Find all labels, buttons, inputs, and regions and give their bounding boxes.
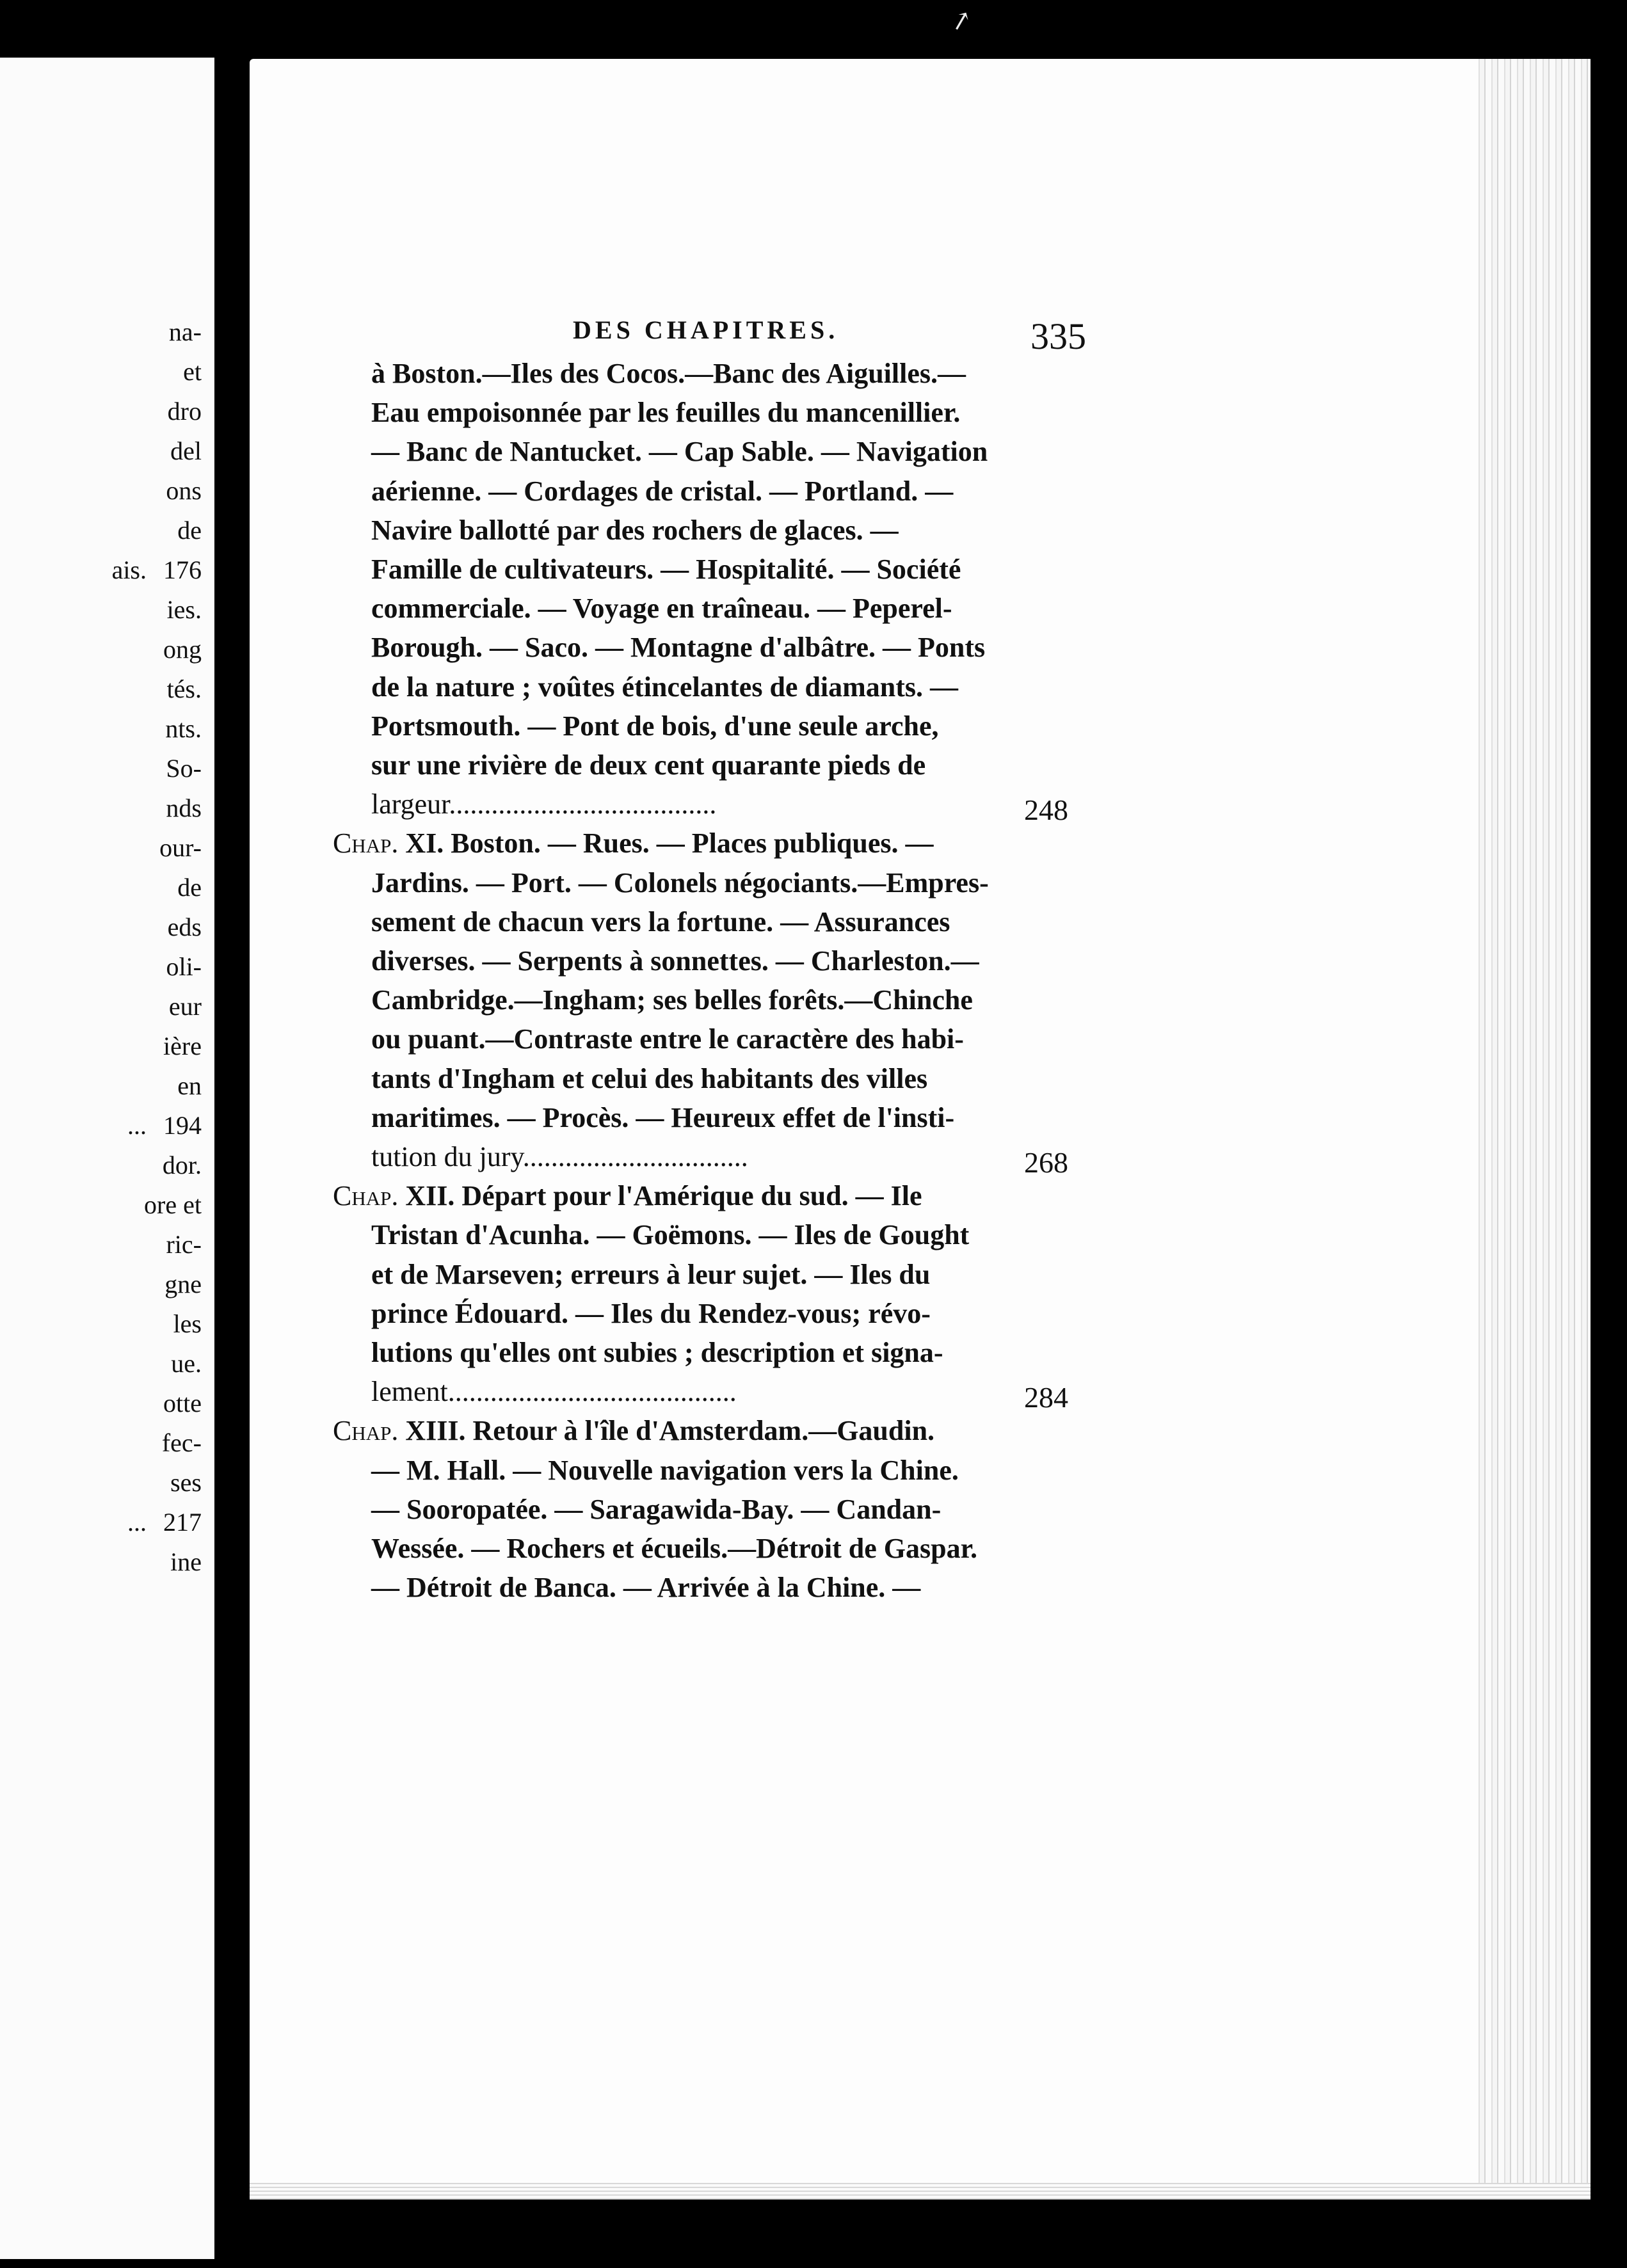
facing-page-text: gne	[164, 1270, 202, 1298]
facing-page-text: our-	[159, 833, 202, 862]
toc-line: largeur......................................	[371, 788, 717, 820]
facing-page-text: oli-	[166, 952, 202, 981]
facing-page-number: 217	[163, 1508, 202, 1537]
facing-page-line	[159, 833, 202, 863]
facing-page-line	[168, 396, 202, 426]
toc-page-number: 284	[1024, 1381, 1068, 1414]
facing-page-line	[168, 912, 202, 942]
facing-page-line	[167, 595, 202, 625]
facing-page-text: ...	[127, 1508, 147, 1537]
facing-page-line	[171, 1348, 202, 1378]
facing-page-text: del	[170, 436, 202, 465]
toc-line: Navire ballotté par des rochers de glaces. —	[371, 514, 899, 546]
facing-page-text: les	[173, 1309, 202, 1338]
toc-line: Wessée. — Rochers et écueils.—Détroit de Gaspar.	[371, 1533, 978, 1564]
facing-page-text: ric-	[166, 1230, 202, 1259]
facing-page-line	[166, 952, 202, 982]
facing-page-line	[169, 991, 202, 1021]
facing-page-text: nds	[166, 794, 202, 822]
toc-line: Tristan d'Acunha. — Goëmons. — Iles de Gought	[371, 1219, 970, 1251]
toc-line: ou puant.—Contraste entre le caractère des habi-	[371, 1023, 964, 1055]
facing-page-line	[166, 1229, 202, 1259]
facing-page-line	[177, 515, 202, 545]
facing-page-line	[163, 634, 202, 664]
facing-page-line	[177, 872, 202, 902]
toc-page-number: 248	[1024, 794, 1068, 827]
facing-page-text: ais.	[111, 555, 147, 584]
toc-line: — Détroit de Banca. — Arrivée à la Chine. —	[371, 1572, 921, 1604]
toc-line: Chap. XI. Boston. — Rues. — Places publiques. —	[333, 827, 934, 859]
toc-line: — Sooropatée. — Saragawida-Bay. — Candan-	[371, 1493, 942, 1525]
facing-page-number: 176	[163, 555, 202, 584]
toc-line: diverses. — Serpents à sonnettes. — Charleston.—	[371, 945, 979, 977]
toc-line: Borough. — Saco. — Montagne d'albâtre. — Ponts	[371, 632, 986, 664]
facing-page-number: 194	[163, 1111, 202, 1140]
facing-page-text: ine	[170, 1547, 202, 1576]
facing-page-text: nts.	[165, 714, 202, 743]
page-bottom-edge	[250, 2183, 1591, 2200]
toc-line: Jardins. — Port. — Colonels négociants.—Empres-	[371, 866, 989, 898]
facing-page-text: na-	[168, 317, 202, 346]
facing-page-text: eds	[167, 913, 202, 941]
toc-line: et de Marseven; erreurs à leur sujet. — Iles du	[371, 1258, 931, 1290]
page-edge-stack	[1479, 59, 1591, 2200]
toc-line: Portsmouth. — Pont de bois, d'une seule arche,	[371, 710, 939, 742]
running-head: DES CHAPITRES.	[573, 315, 839, 344]
facing-page-line	[163, 1388, 202, 1418]
facing-page-line	[164, 1269, 202, 1299]
facing-page-text: ies.	[166, 595, 202, 624]
facing-page	[0, 58, 214, 2259]
facing-page-text: dor.	[162, 1151, 202, 1179]
pencil-mark: ↗	[947, 4, 975, 38]
toc-line: lement.........................................	[371, 1376, 737, 1408]
facing-page-text: ons	[166, 476, 202, 505]
facing-page-line	[166, 475, 202, 506]
toc-line: lutions qu'elles ont subies ; description et signa-	[371, 1337, 943, 1368]
facing-page-text: tés.	[166, 675, 202, 703]
toc-line: commerciale. — Voyage en traîneau. — Peperel-	[371, 593, 952, 625]
toc-line: à Boston.—Iles des Cocos.—Banc des Aiguilles.—	[371, 358, 966, 389]
facing-page-line	[167, 674, 202, 704]
facing-page-text: de	[177, 873, 202, 902]
facing-page-text: ...	[127, 1111, 147, 1140]
toc-line: Chap. XIII. Retour à l'île d'Amsterdam.—Gaudin.	[333, 1415, 935, 1447]
facing-page-line	[169, 317, 202, 347]
facing-page-text: ore et	[144, 1190, 202, 1219]
facing-page-text: ses	[170, 1468, 202, 1497]
facing-page-line	[163, 1031, 202, 1061]
toc-line: maritimes. — Procès. — Heureux effet de l'insti-	[371, 1101, 955, 1133]
toc-line: sement de chacun vers la fortune. — Assurances	[371, 906, 950, 938]
facing-page-line	[162, 1428, 202, 1458]
facing-page-line	[170, 436, 202, 466]
facing-page-line	[127, 1110, 202, 1140]
toc-line: tants d'Ingham et celui des habitants des villes	[371, 1062, 928, 1094]
facing-page-line	[144, 1190, 202, 1220]
toc-line: Eau empoisonnée par les feuilles du mancenillier.	[371, 397, 961, 429]
toc-line: — M. Hall. — Nouvelle navigation vers la Chine.	[371, 1454, 959, 1486]
toc-line: de la nature ; voûtes étincelantes de diamants. —	[371, 671, 959, 703]
toc-line: tution du jury................................	[371, 1141, 748, 1172]
book-gutter	[214, 0, 250, 2268]
facing-page-line	[165, 714, 202, 744]
toc-line: — Banc de Nantucket. — Cap Sable. — Navigation	[371, 436, 988, 468]
facing-page-line	[183, 356, 202, 387]
facing-page-text: dro	[167, 397, 202, 426]
facing-page-line	[127, 1507, 202, 1537]
facing-page-text: de	[177, 516, 202, 545]
facing-page-line	[112, 555, 202, 585]
facing-page-text: et	[183, 357, 202, 386]
facing-page-text: fec-	[161, 1428, 202, 1457]
toc-line: Famille de cultivateurs. — Hospitalité. — Société	[371, 554, 961, 585]
toc-line: Cambridge.—Ingham; ses belles forêts.—Chinche	[371, 984, 973, 1016]
page-number: 335	[1030, 315, 1086, 357]
facing-page-line	[166, 753, 202, 783]
chapter-label: Chap.	[333, 1180, 399, 1212]
facing-page-line	[177, 1071, 202, 1101]
facing-page-line	[166, 793, 202, 823]
facing-page-text: ière	[163, 1032, 202, 1060]
facing-page-line	[170, 1547, 202, 1577]
facing-page-text: So-	[166, 754, 202, 783]
facing-page-line	[163, 1150, 202, 1180]
toc-line: prince Édouard. — Iles du Rendez-vous; révo-	[371, 1297, 931, 1329]
chapter-label: Chap.	[333, 1415, 399, 1447]
toc-line: aérienne. — Cordages de cristal. — Portland. —	[371, 475, 954, 507]
facing-page-line	[170, 1467, 202, 1497]
toc-line: Chap. XII. Départ pour l'Amérique du sud. — Ile	[333, 1180, 922, 1212]
toc-page-number: 268	[1024, 1146, 1068, 1179]
facing-page-text: eur	[168, 992, 202, 1021]
facing-page-line	[173, 1309, 202, 1339]
facing-page-text: otte	[163, 1389, 202, 1418]
facing-page-text: en	[177, 1071, 202, 1100]
toc-line: sur une rivière de deux cent quarante pieds de	[371, 749, 926, 781]
facing-page-text: ue.	[171, 1349, 202, 1378]
chapter-label: Chap.	[333, 827, 399, 859]
facing-page-text: ong	[163, 635, 202, 664]
